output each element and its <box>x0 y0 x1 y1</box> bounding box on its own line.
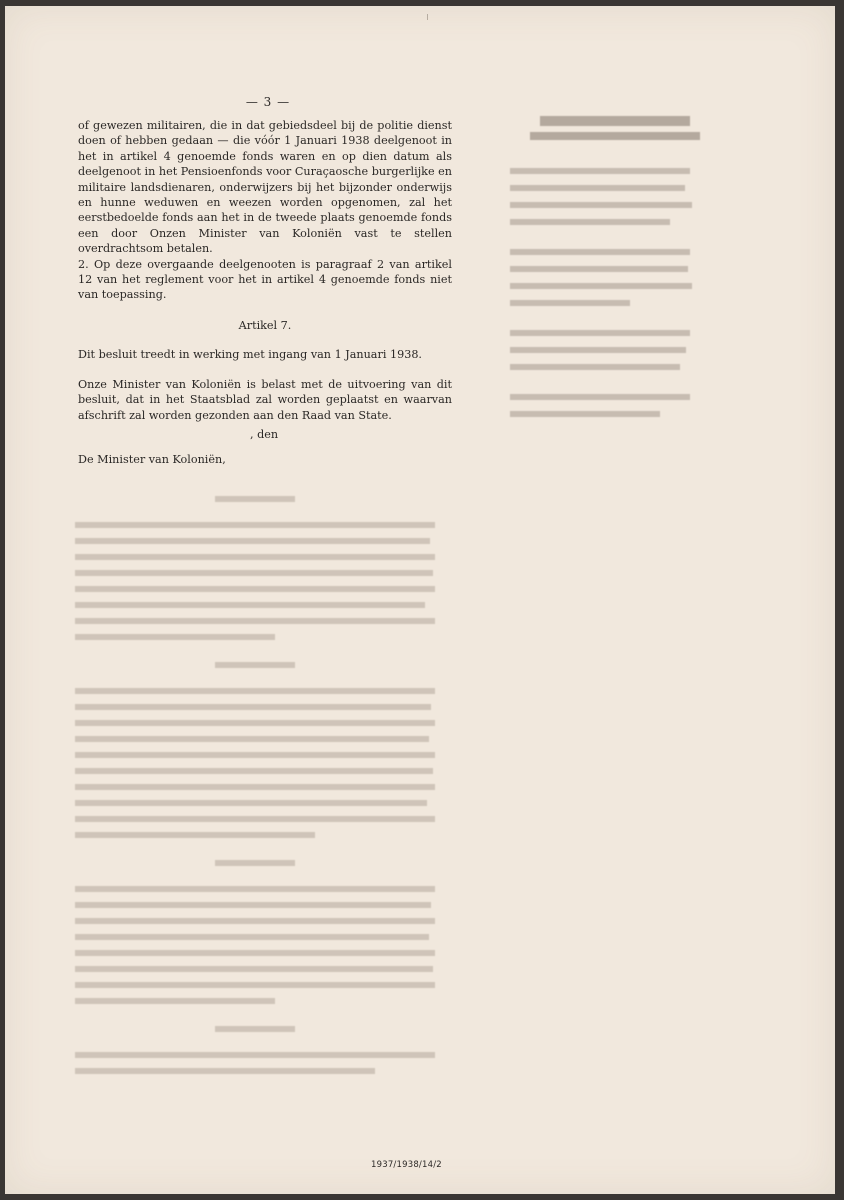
paper-mark <box>427 14 428 20</box>
signature-date-line: , den <box>250 427 279 441</box>
paragraph-section-2: 2. Op deze overgaande deelgenooten is paragraaf 2 van artikel 12 van het reglement voor het in artikel 4 genoemde fonds niet van toepassing. <box>78 257 452 302</box>
bleed-through-right <box>510 116 700 536</box>
article-7-text: Dit besluit treedt in werking met ingang van 1 Januari 1938. <box>78 348 422 362</box>
document-page <box>5 6 835 1194</box>
paragraph-continuation: of gewezen militairen, die in dat gebiedsdeel bij de politie dienst doen of hebben gedaan — die vóór 1 Januari 1938 deelgenoot in het in artikel 4 genoemde fonds waren en op dien datum als deelgenoot in het Pensioenfonds voor Curaçaosche burgerlijke en militaire landsdienaren, onderwijzers bij het bijzonder onderwijs en hunne weduwen en weezen worden opgenomen, zal het eerstbedoelde fonds aan het in de tweede plaats genoemde fonds een door Onzen Minister van Koloniën vast te stellen overdrachtsom betalen. <box>78 119 452 256</box>
signature-minister: De Minister van Koloniën, <box>78 453 226 467</box>
bleed-through-lower <box>75 496 440 1136</box>
closing-paragraph: Onze Minister van Koloniën is belast met de uitvoering van dit besluit, dat in het Staatsblad zal worden geplaatst en waarvan afschrift zal worden gezonden aan den Raad van State. <box>78 377 452 422</box>
article-7-heading: Artikel 7. <box>238 318 292 332</box>
page-number: — 3 — <box>245 95 291 109</box>
footer-document-code: 1937/1938/14/2 <box>371 1160 442 1170</box>
document-body <box>78 118 452 468</box>
